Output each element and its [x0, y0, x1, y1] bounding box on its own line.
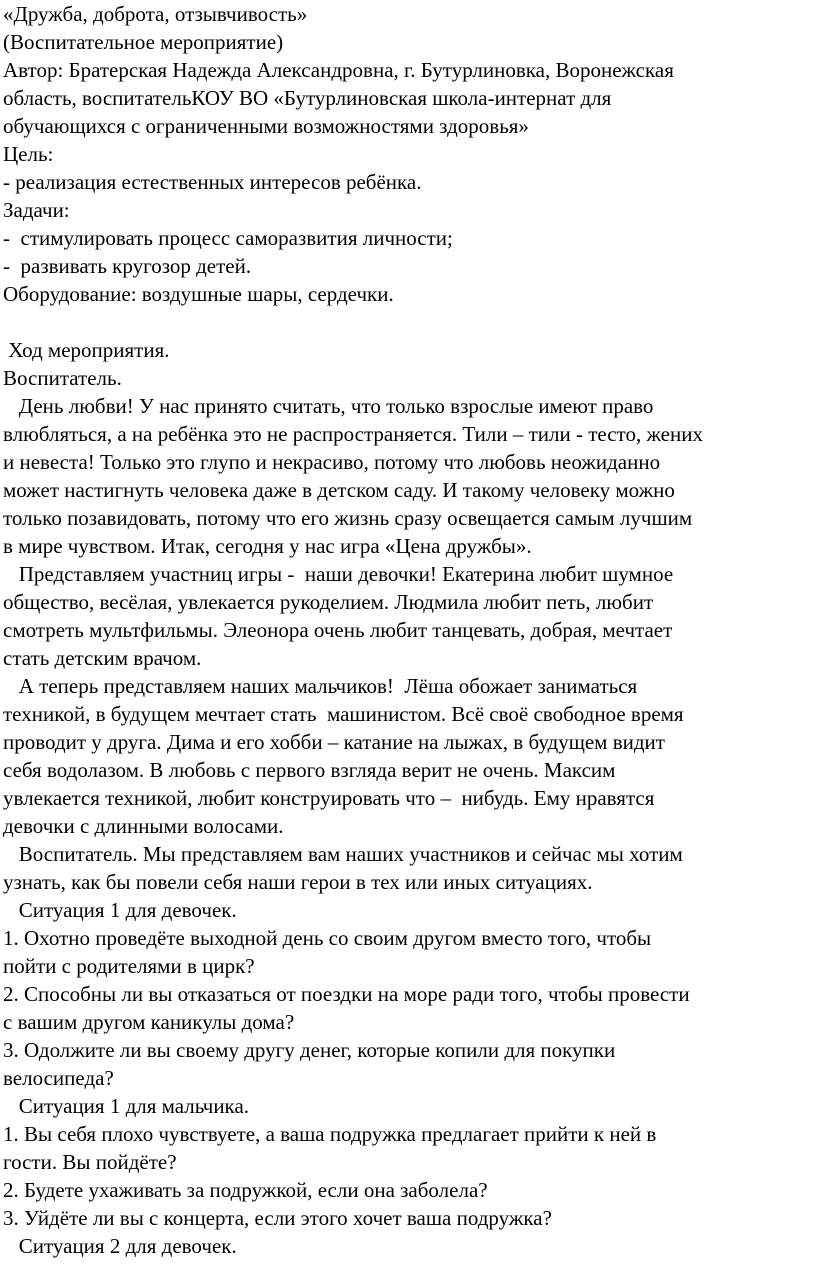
body-line: узнать, как бы повели себя наши герои в тех или иных ситуациях. [3, 870, 593, 894]
author-block [3, 56, 810, 140]
body-line: 1. Охотно проведёте выходной день со своим другом вместо того, чтобы [3, 926, 652, 950]
body-line: Ситуация 2 для девочек. [3, 1234, 237, 1258]
body-line: Ситуация 1 для мальчика. [3, 1094, 250, 1118]
body-line: проводит у друга. Дима и его хобби – катание на лыжах, в будущем видит [3, 730, 665, 754]
body-line: влюбляться, а на ребёнка это не распространяется. Тили – тили - тесто, жених [3, 422, 703, 446]
body-line: пойти с родителями в цирк? [3, 954, 255, 978]
tasks-label: Задачи: [3, 198, 70, 222]
body-line: увлекается техникой, любит конструировать что – нибудь. Ему нравятся [3, 786, 655, 810]
document-title: «Дружба, доброта, отзывчивость» [3, 2, 308, 26]
body-line: Воспитатель. Мы представляем вам наших участников и сейчас мы хотим [3, 842, 683, 866]
body-line: гости. Вы пойдёте? [3, 1150, 177, 1174]
body-line: стать детским врачом. [3, 646, 202, 670]
course-heading: Ход мероприятия. [3, 338, 170, 362]
body-line: с вашим другом каникулы дома? [3, 1010, 295, 1034]
body-line: общество, весёлая, увлекается рукоделием. Людмила любит петь, любит [3, 590, 654, 614]
body-line: только позавидовать, потому что его жизнь сразу освещается самым лучшим [3, 506, 693, 530]
body-line: 2. Способны ли вы отказаться от поездки на море ради того, чтобы провести [3, 982, 690, 1006]
body-line: Ситуация 1 для девочек. [3, 898, 237, 922]
body-line: и невеста! Только это глупо и некрасиво, потому что любовь неожиданно [3, 450, 661, 474]
body-line: смотреть мультфильмы. Элеонора очень любит танцевать, добрая, мечтает [3, 618, 673, 642]
author-line: Автор: Братерская Надежда Александровна, г. Бутурлиновка, Воронежская [3, 58, 674, 82]
author-line: область, воспитательКОУ ВО «Бутурлиновская школа-интернат для [3, 86, 612, 110]
body-line: может настигнуть человека даже в детском саду. И такому человеку можно [3, 478, 675, 502]
author-line: обучающихся с ограниченными возможностями здоровья» [3, 114, 529, 138]
task-item: - стимулировать процесс саморазвития личности; [3, 226, 453, 250]
task-item: - развивать кругозор детей. [3, 254, 252, 278]
body-line: 2. Будете ухаживать за подружкой, если она заболела? [3, 1178, 488, 1202]
body-line: велосипеда? [3, 1066, 114, 1090]
body-line: в мире чувством. Итак, сегодня у нас игра «Цена дружбы». [3, 534, 532, 558]
body-line: себя водолазом. В любовь с первого взгляда верит не очень. Максим [3, 758, 616, 782]
speaker-label: Воспитатель. [3, 366, 122, 390]
body-line: Представляем участниц игры - наши девочки! Екатерина любит шумное [3, 562, 674, 586]
body-line: А теперь представляем наших мальчиков! Лёша обожает заниматься [3, 674, 638, 698]
document-subtitle: (Воспитательное мероприятие) [3, 30, 284, 54]
body-line: 1. Вы себя плохо чувствуете, а ваша подружка предлагает прийти к ней в [3, 1122, 657, 1146]
body-line: День любви! У нас принято считать, что только взрослые имеют право [3, 394, 654, 418]
goal-label: Цель: [3, 142, 54, 166]
equipment-line: Оборудование: воздушные шары, сердечки. [3, 282, 394, 306]
goal-item: - реализация естественных интересов ребёнка. [3, 170, 422, 194]
body-line: девочки с длинными волосами. [3, 814, 284, 838]
body-line: 3. Уйдёте ли вы с концерта, если этого хочет ваша подружка? [3, 1206, 552, 1230]
blank-line [3, 308, 810, 336]
body-line: 3. Одолжите ли вы своему другу денег, которые копили для покупки [3, 1038, 616, 1062]
body-text [3, 392, 810, 1260]
body-line: техникой, в будущем мечтает стать машинистом. Всё своё свободное время [3, 702, 684, 726]
